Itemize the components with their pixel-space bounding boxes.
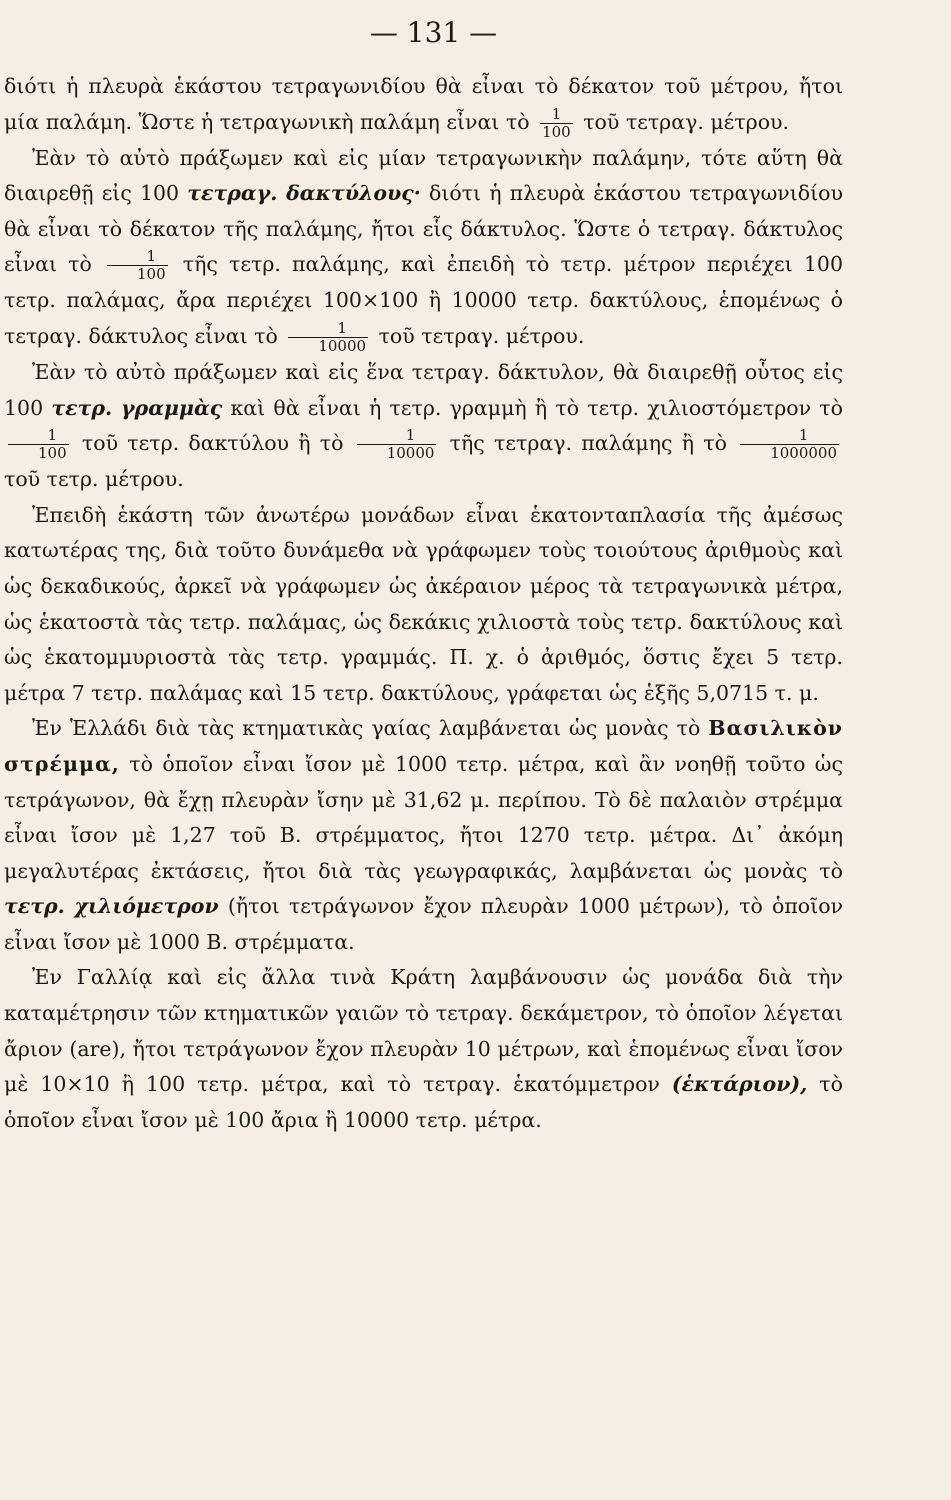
emphasized-term: τετρ. γραμμὰς bbox=[51, 395, 223, 420]
text-run: Ἐὰν τὸ αὐτὸ πράξωμεν καὶ εἰς μίαν τετραγωνικὴν παλάμην, τότε αὕτη θὰ διαιρεθῇ εἰς 100 bbox=[4, 145, 843, 206]
text-run: Ἐὰν τὸ αὐτὸ πράξωμεν καὶ εἰς ἕνα τετραγ. δάκτυλον, θὰ διαιρεθῇ οὗτος εἰς 100 bbox=[4, 359, 843, 420]
paragraph bbox=[4, 711, 843, 960]
fraction-denominator: 1000000 bbox=[740, 444, 839, 462]
fraction-denominator: 100 bbox=[107, 265, 168, 283]
text-run: τοῦ τετραγ. μέτρου. bbox=[372, 323, 585, 348]
text-run: (ἤτοι τετράγωνον ἔχον πλευρὰν 1000 μέτρων), τὸ ὁποῖον εἶναι ἴσον μὲ 1000 Β. στρέμματα. bbox=[4, 894, 843, 954]
paragraph bbox=[4, 960, 843, 1138]
fraction bbox=[357, 427, 437, 462]
fraction-denominator: 100 bbox=[542, 122, 571, 141]
fraction-numerator: 1 bbox=[146, 247, 157, 266]
fraction bbox=[740, 427, 839, 462]
text-run: τὸ ὁποῖον εἶναι ἴσον μὲ 100 ἄρια ἢ 10000 τετρ. μέτρα. bbox=[4, 1072, 843, 1132]
fraction bbox=[540, 106, 573, 141]
fraction-numerator: 1 bbox=[337, 318, 347, 337]
text-run: Ἐν Γαλλίᾳ καὶ εἰς ἄλλα τινὰ Κράτη λαμβάνουσιν ὡς μονάδα διὰ τὴν καταμέτρησιν τῶν κτηματικῶν γαιῶν τὸ τετραγ. δεκάμετρον, τὸ ὁποῖον λέγεται ἄριον (are), ἤτοι τετράγωνον ἔχον πλευρὰν 10 μέτρων, καὶ ἑπομένως εἶναι ἴσον μὲ 10×10 ἢ 100 τετρ. μέτρα, καὶ τὸ τετραγ. ἑκατόμμετρον bbox=[4, 965, 843, 1097]
emphasized-term: τετρ. χιλιόμετρον bbox=[4, 894, 219, 919]
text-run: τῆς τετρ. παλάμης, καὶ ἐπειδὴ τὸ τετρ. μέτρον περιέχει 100 τετρ. παλάμας, ἄρα περιέχει 100×100 ἢ 10000 τετρ. δακτύλους, ἑπομένως ὁ τετραγ. δάκτυλος εἶναι τὸ bbox=[4, 252, 843, 348]
text-run: τοῦ τετραγ. μέτρου. bbox=[576, 109, 790, 134]
fraction-numerator: 1 bbox=[405, 426, 416, 445]
emphasized-term: Βασιλικὸν στρέμμα, bbox=[4, 716, 843, 776]
paragraph bbox=[4, 355, 843, 498]
body-text bbox=[4, 69, 843, 1138]
text-run: τοῦ τετρ. μέτρου. bbox=[4, 467, 184, 492]
fraction-numerator: 1 bbox=[47, 426, 58, 445]
fraction-denominator: 10000 bbox=[357, 444, 437, 462]
fraction-denominator: 100 bbox=[8, 444, 69, 462]
fraction-numerator: 1 bbox=[798, 426, 809, 445]
emphasized-term: (ἑκτάριον), bbox=[671, 1072, 808, 1097]
emphasized-term: τετραγ. δακτύλους· bbox=[187, 181, 421, 206]
text-run: καὶ θὰ εἶναι ἡ τετρ. γραμμὴ ἢ τὸ τετρ. χιλιοστόμετρον τὸ bbox=[222, 395, 843, 420]
text-run: τοῦ τετρ. δακτύλου ἢ τὸ bbox=[72, 431, 353, 456]
fraction bbox=[8, 427, 69, 462]
text-run: τῆς τετραγ. παλάμης ἢ τὸ bbox=[440, 431, 737, 456]
fraction bbox=[107, 248, 168, 283]
fraction-denominator: 10000 bbox=[288, 337, 368, 355]
paragraph bbox=[4, 498, 843, 712]
page-number: — 131 — bbox=[369, 16, 498, 49]
text-run: Ἐπειδὴ ἑκάστη τῶν ἀνωτέρω μονάδων εἶναι ἑκατονταπλασία τῆς ἀμέσως κατωτέρας της, διὰ τοῦτο δυνάμεθα νὰ γράφωμεν τοὺς τοιούτους ἀριθμοὺς καὶ ὡς δεκαδικούς, ἀρκεῖ νὰ γράφωμεν ὡς ἀκέραιον μέρος τὰ τετραγωνικὰ μέτρα, ὡς ἑκατοστὰ τὰς τετρ. παλάμας, ὡς δεκάκις χιλιοστὰ τοὺς τετρ. δακτύλους καὶ ὡς ἑκατομμυριοστὰ τὰς τετρ. γραμμάς. Π. χ. ὁ ἀριθμός, ὅστις ἔχει 5 τετρ. μέτρα 7 τετρ. παλάμας καὶ 15 τετρ. δακτύλους, γράφεται ὡς ἑξῆς 5,0715 τ. μ. bbox=[4, 502, 843, 705]
paragraph bbox=[4, 69, 843, 141]
text-run: τὸ ὁποῖον εἶναι ἴσον μὲ 1000 τετρ. μέτρα, καὶ ἂν νοηθῇ τοῦτο ὡς τετράγωνον, θὰ ἔχῃ πλευρὰν ἴσην μὲ 31,62 μ. περίπου. Τὸ δὲ παλαιὸν στρέμμα εἶναι ἴσον μὲ 1,27 τοῦ Β. στρέμματος, ἤτοι 1270 τετρ. μέτρα. Δι᾽ ἀκόμη μεγαλυτέρας ἐκτάσεις, ἤτοι διὰ τὰς γεωγραφικάς, λαμβάνεται ὡς μονὰς τὸ bbox=[4, 751, 843, 883]
fraction bbox=[288, 320, 368, 355]
text-run: Ἐν Ἑλλάδι διὰ τὰς κτηματικὰς γαίας λαμβάνεται ὡς μονὰς τὸ bbox=[32, 716, 709, 741]
paragraph bbox=[4, 141, 843, 355]
text-run: διότι ἡ πλευρὰ ἑκάστου τετραγωνιδίου θὰ εἶναι τὸ δέκατον τῆς παλάμης, ἤτοι εἷς δάκτυλος. Ὥστε ὁ τετραγ. δάκτυλος εἶναι τὸ bbox=[4, 181, 843, 277]
text-run: διότι ἡ πλευρὰ ἑκάστου τετραγωνιδίου θὰ εἶναι τὸ δέκατον τοῦ μέτρου, ἤτοι μία παλάμη. Ὥστε ἡ τετραγωνικὴ παλάμη εἶναι τὸ bbox=[4, 74, 843, 134]
fraction-numerator: 1 bbox=[551, 104, 562, 123]
